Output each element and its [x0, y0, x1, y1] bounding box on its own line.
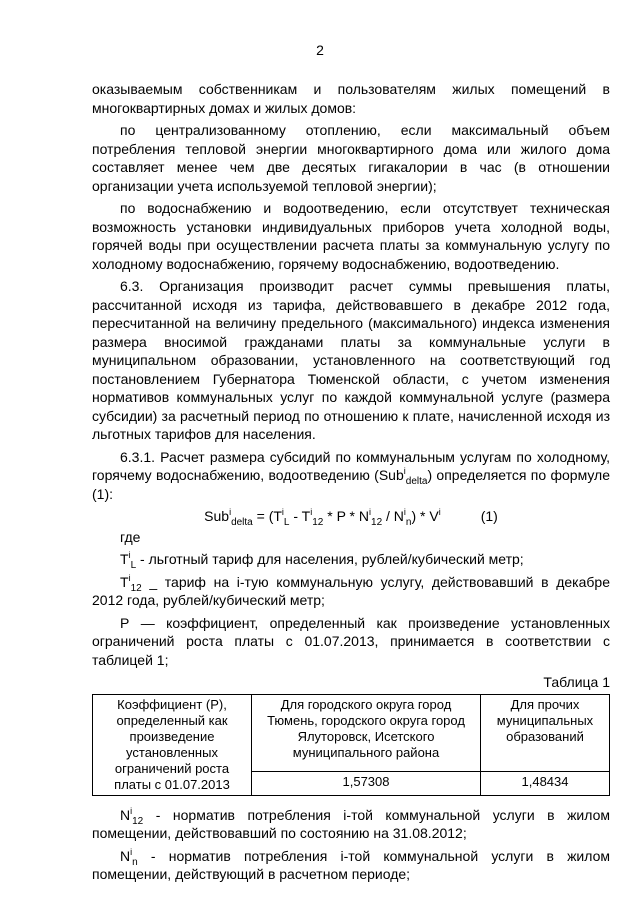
table-header-coefficient: Коэффициент (Р), определенный как произведение установленных ограничений роста платы с 01.07.2013 [93, 694, 252, 795]
f-eq: = (T [252, 508, 282, 524]
f-mid: * P * N [323, 508, 370, 524]
f-n12-sup: i [369, 507, 372, 517]
def-t12-sup: i [128, 572, 131, 583]
def-tl-sup: i [128, 550, 131, 560]
f-tl-sub: L [283, 517, 290, 528]
page-number: 2 [316, 42, 324, 58]
f-nn-sup: i [403, 507, 406, 517]
f-sub: Sub [204, 508, 230, 524]
table-cell-tyumen-value: 1,57308 [252, 771, 481, 795]
document-body [92, 80, 610, 888]
table-row [93, 694, 610, 771]
f-n12-sub: 12 [371, 517, 383, 528]
def-t12-sub: 12 [130, 582, 142, 594]
f-tl-sup: i [281, 507, 284, 517]
p631-sub: delta [405, 476, 428, 487]
definition-t12 [92, 573, 610, 610]
f-end: ) * V [411, 508, 439, 524]
f-nn-sub: n [405, 517, 412, 528]
def-t12-base: T [120, 573, 129, 590]
f-v-sup: i [438, 507, 441, 517]
table-header-tyumen: Для городского округа город Тюмень, городского округа город Ялуторовск, Исетского муниципального района [252, 694, 481, 771]
definition-p: Р — коэффициент, определенный как произведение установленных ограничений роста платы с 01.07.2013, принимается в соответствии с таблицей 1; [92, 614, 610, 668]
paragraph-6-3-1 [92, 448, 610, 504]
definition-n12 [92, 806, 610, 843]
def-tl-base: T [120, 551, 129, 567]
def-nn-base: N [120, 847, 131, 864]
paragraph-1: оказываемым собственникам и пользователям жилых помещений в многоквартирных домах и жилых домов: [92, 81, 610, 116]
formula-number: (1) [480, 508, 498, 524]
p631-text: 6.3.1. Расчет размера субсидий по коммунальным услугам по холодному, горячему водоснабжению, водоотведению (Sub [92, 448, 610, 483]
paragraph-6-3: 6.3. Организация производит расчет суммы превышения платы, рассчитанной исходя из тарифа, действовавшего в декабре 2012 года, пересчитанной на величину предельного (максимального) индекса изменения размера вносимой гражданами платы за коммунальные услуги в муниципальном образовании, установленного на соответствующий год постановлением Губернатора Тюменской области, с учетом изменения нормативов коммунальных услуг по каждой коммунальной услуге (размера субсидии) за расчетный период по отношению к плате, начисленной исходя из льготных тарифов для населения. [92, 278, 610, 442]
table-caption: Таблица 1 [543, 674, 610, 690]
definition-tl [92, 550, 610, 569]
p631-end: ) определяется по формуле (1): [92, 467, 610, 502]
paragraph-heating: по централизованному отоплению, если максимальный объем потребления тепловой энергии многоквартирного дома или жилого дома составляет менее чем две десятых гигакалории в час (в отношении организации учета используемой тепловой энергии); [92, 122, 610, 194]
def-n12-sup: i [130, 805, 133, 816]
def-nn-text: - норматив потребления i-той коммунальной услуги в жилом помещении, действующий в расчетном периоде; [92, 847, 610, 882]
definition-nn [92, 847, 610, 884]
def-tl-sub: L [130, 560, 137, 571]
f-t12-sup: i [310, 507, 313, 517]
p631-sup: i [403, 466, 406, 476]
def-n12-sub: 12 [132, 815, 144, 827]
f-sub-sup: i [229, 507, 232, 517]
coefficient-table [92, 694, 610, 796]
formula-1 [92, 507, 610, 526]
f-minus: - T [289, 508, 311, 524]
def-nn-sub: n [132, 856, 138, 868]
def-t12-text: _ тариф на i-тую коммунальную услугу, действовавший в декабре 2012 года, рублей/кубический метр; [92, 573, 610, 608]
f-sub-sub: delta [231, 517, 253, 528]
def-tl-text: - льготный тариф для населения, рублей/кубический метр; [136, 551, 524, 567]
f-t12-sub: 12 [312, 517, 324, 528]
def-nn-sup: i [130, 846, 133, 857]
where-label: где [120, 528, 141, 545]
f-div: / N [382, 508, 404, 524]
def-n12-base: N [120, 806, 131, 823]
table-header-other: Для прочих муниципальных образований [481, 694, 610, 771]
table-cell-other-value: 1,48434 [481, 771, 610, 795]
paragraph-water: по водоснабжению и водоотведению, если отсутствует техническая возможность установки индивидуальных приборов учета холодной воды, горячей воды при осуществлении расчета платы за коммунальную услугу по холодному водоснабжению, горячему водоснабжению, водоотведению. [92, 200, 610, 272]
def-n12-text: - норматив потребления i-той коммунальной услуги в жилом помещении, действовавший по состоянию на 31.08.2012; [92, 806, 610, 841]
